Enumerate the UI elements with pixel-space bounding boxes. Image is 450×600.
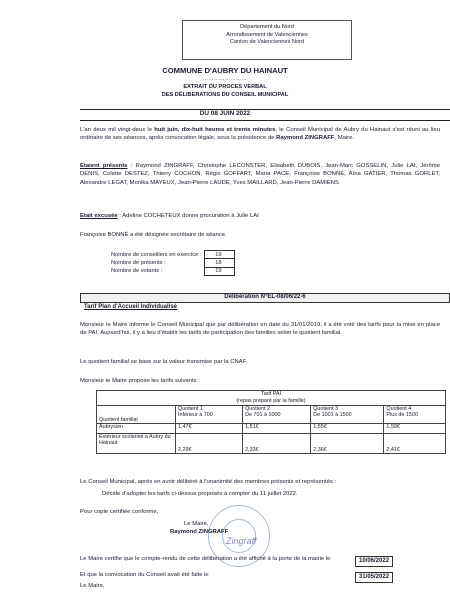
table-row xyxy=(97,434,446,454)
deliberation-number: Délibération N°EL-08/06/22-6 xyxy=(80,293,450,303)
member-counts xyxy=(111,250,235,276)
count-value: 19 xyxy=(205,251,235,259)
excuse-paragraph xyxy=(80,212,440,220)
mayor-name: Raymond ZINGRAFF xyxy=(170,529,229,535)
convocation-date: 31/05/2022 xyxy=(355,572,393,583)
intro-text-e: , Maire. xyxy=(334,135,355,142)
intro-text-c: , le Conseil Municipal de Aubry du Hainaut s'est réuni au lieu ordinaire de ses séances, après convocation légale, sous la présidence de xyxy=(80,127,440,142)
table-header-row xyxy=(97,406,446,424)
excuse-label: Etait excusée xyxy=(80,213,118,219)
tariff-table xyxy=(96,390,446,454)
header-box xyxy=(182,20,352,60)
deliberation-subject: Tarif Plan d'Accueil Individualisé xyxy=(84,304,178,310)
secretary-paragraph xyxy=(80,231,440,239)
body-text-3: Monsieur le Maire propose les tarifs suivants : xyxy=(80,378,200,384)
intro-text-a: L'an deux mil vingt-deux le xyxy=(80,127,155,133)
header-arrondissement: Arrondissement de Valenciennes xyxy=(226,31,308,38)
vote-text: Le Conseil Municipal, après en avoir délibéré à l'unanimité des membres présents et représentés : xyxy=(80,479,337,485)
table-cell: 2,36€ xyxy=(311,434,384,454)
column-range: De 1001 à 1500 xyxy=(313,412,352,418)
body-paragraph-3 xyxy=(80,377,440,385)
session-date: DU 08 JUIN 2022 xyxy=(199,110,251,117)
posting-text: Le Maire certifie que le compte-rendu de cette délibération a été affiché à la porte de la mairie le xyxy=(80,556,331,562)
date-rule xyxy=(80,120,450,121)
count-label: Nombre de conseillers en exercice : xyxy=(111,251,202,258)
posting-certification xyxy=(80,556,345,564)
count-value: 19 xyxy=(205,267,235,275)
table-cell: 1,55€ xyxy=(311,424,384,434)
extract-title xyxy=(0,84,450,99)
column-range: Plus de 1500 xyxy=(386,412,418,418)
table-title: Tarif PAI xyxy=(261,391,281,397)
certified-copy: Pour copie certifiée conforme, xyxy=(80,509,159,515)
closing-mayor: Le Maire, xyxy=(80,583,105,589)
presents-label: Etaient présents xyxy=(80,163,128,169)
body-text-1: Monsieur le Maire informe le Conseil Municipal que par délibération en date du 31/01/2019, il a été voté des tarifs pour la mise en place de PAI. Aujourd'hui, il y a lieu d'établir les tarifs de participation des familles selon le quotient familial. xyxy=(80,322,440,337)
convocation-certification xyxy=(80,572,345,580)
count-row xyxy=(111,259,235,267)
table-title-row xyxy=(97,391,446,406)
decision-paragraph xyxy=(102,490,442,498)
vote-paragraph xyxy=(80,478,440,486)
column-name: Quotient 4 xyxy=(386,406,412,412)
count-label: Nombre de présents : xyxy=(111,260,166,267)
table-column-header xyxy=(311,406,384,424)
count-value: 18 xyxy=(205,259,235,267)
header-department: Département du Nord xyxy=(240,24,294,30)
table-cell: 1,47€ xyxy=(176,424,243,434)
convocation-text: Et que la convocation du Conseil avait été faite le xyxy=(80,572,209,578)
column-name: Quotient 2 xyxy=(245,406,270,412)
mayor-title: Le Maire, xyxy=(184,521,209,527)
count-row xyxy=(111,267,235,275)
count-label: Nombre de votants : xyxy=(111,268,163,275)
count-row xyxy=(111,251,235,259)
intro-paragraph xyxy=(80,126,440,143)
presents-list: : Raymond ZINGRAFF, Christophe LECONSTER, Elisabeth DUBOIS, Jean-Marc GOSSELIN, Julie LAI, Jérôme DENIS, Colette DESTEZ, Thierry COCHON, Régis GOFFART, Maria PACE, Françoise BONNÉ, Aïna GATIER, Thomas GORLET, Alexandre LEGAT, Monika MAYEUX, Jean-Pierre LAUDE, Yves MAILLARD, Jean-Pierre DAMIENS xyxy=(80,163,440,186)
column-range: De 701 à 1000 xyxy=(245,412,281,418)
row-label: Extérieur scolarisé à Aubry du Hainaut xyxy=(97,434,176,454)
decision-text: Décide d'adopter les tarifs ci-dessus proposés à compter du 11 juillet 2022. xyxy=(102,491,298,497)
excuse-text: : Adeline COCHETEUX donne procuration à Julie LAI xyxy=(117,213,259,219)
table-column-header xyxy=(243,406,311,424)
commune-title: COMMUNE D'AUBRY DU HAINAUT xyxy=(162,66,288,75)
extract-line-2: DES DÉLIBERATIONS DU CONSEIL MUNICIPAL xyxy=(161,91,289,98)
mayor-signature: Zingraff xyxy=(226,536,257,546)
title-separator: …………………… xyxy=(203,76,247,82)
row-label: Aubrysien xyxy=(97,424,176,434)
intro-president: Raymond ZINGRAFF xyxy=(276,135,335,142)
column-name: Quotient 1 xyxy=(178,406,203,412)
column-range: Inférieur à 700 xyxy=(178,412,213,418)
table-cell: 1,51€ xyxy=(243,424,311,434)
posting-date: 10/06/2022 xyxy=(355,556,393,567)
column-name: Quotient 3 xyxy=(313,406,339,412)
body-paragraph-1 xyxy=(80,321,440,338)
presents-paragraph xyxy=(80,162,440,187)
table-column-header xyxy=(176,406,243,424)
body-text-2: Le quotient familial se base sur la valeur transmise par la CNAF. xyxy=(80,359,248,365)
table-cell: 1,59€ xyxy=(384,424,446,434)
header-canton: Canton de Valenciennes Nord xyxy=(229,39,305,45)
table-row xyxy=(97,424,446,434)
intro-time: huit juin, dix-huit heures et trente minutes xyxy=(154,127,276,133)
table-cell: 2,41€ xyxy=(384,434,446,454)
table-cell: 2,33€ xyxy=(243,434,311,454)
table-subtitle: (repas préparé par la famille) xyxy=(236,398,306,404)
table-title-cell xyxy=(97,391,446,406)
table-cell: 2,29€ xyxy=(176,434,243,454)
extract-line-1: EXTRAIT DU PROCES VERBAL xyxy=(183,84,267,90)
body-paragraph-2 xyxy=(80,358,440,366)
table-column-header xyxy=(384,406,446,424)
table-corner: Quotient familial xyxy=(97,406,176,424)
secretary-text: Françoise BONNÉ a été désignée secrétaire de séance. xyxy=(80,232,227,238)
